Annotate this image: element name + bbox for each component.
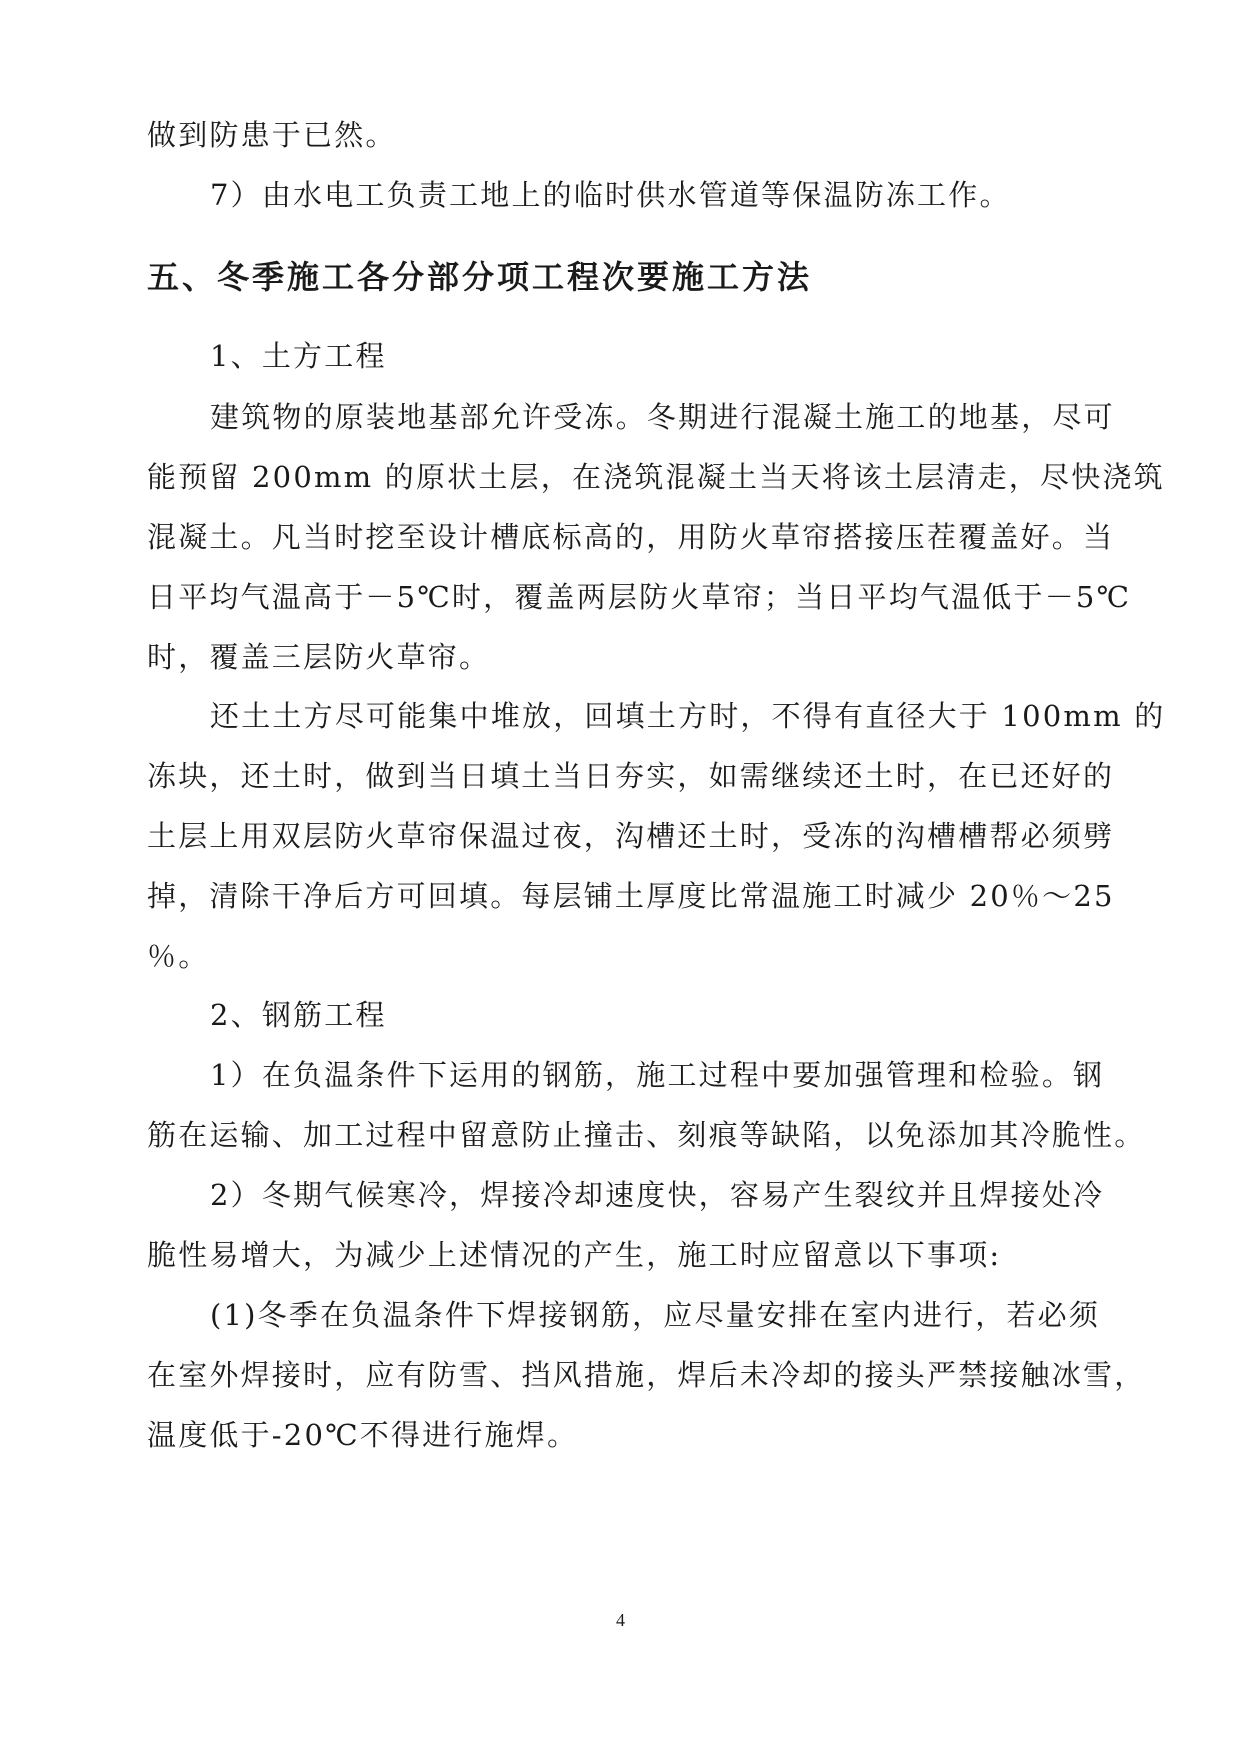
paragraph-line: 混凝土。凡当时挖至设计槽底标高的，用防火草帘搭接压茬覆盖好。当 xyxy=(147,520,1115,554)
paragraph-line: 7）由水电工负责工地上的临时供水管道等保温防冻工作。 xyxy=(210,178,1011,212)
paragraph-line: 冻块，还土时，做到当日填土当日夯实，如需继续还土时，在已还好的 xyxy=(147,759,1115,793)
paragraph-line: 温度低于-20℃不得进行施焊。 xyxy=(147,1418,579,1452)
paragraph-line: ％。 xyxy=(147,939,210,973)
section-heading: 五、冬季施工各分部分项工程次要施工方法 xyxy=(147,258,813,296)
subsection-title: 1、土方工程 xyxy=(210,339,387,373)
paragraph-line: 能预留 200mm 的原状土层，在浇筑混凝土当天将该土层清走，尽快浇筑 xyxy=(147,460,1165,494)
paragraph-line: 2）冬期气候寒冷，焊接冷却速度快，容易产生裂纹并且焊接处冷 xyxy=(210,1178,1105,1212)
page-number: 4 xyxy=(616,1610,625,1630)
paragraph-line: 脆性易增大，为减少上述情况的产生，施工时应留意以下事项: xyxy=(147,1238,1002,1272)
paragraph-line: 1）在负温条件下运用的钢筋，施工过程中要加强管理和检验。钢 xyxy=(210,1058,1105,1092)
paragraph-line: 日平均气温高于－5℃时，覆盖两层防火草帘；当日平均气温低于－5℃ xyxy=(147,580,1132,614)
paragraph-line: 筋在运输、加工过程中留意防止撞击、刻痕等缺陷，以免添加其冷脆性。 xyxy=(147,1118,1146,1152)
paragraph-line: 在室外焊接时，应有防雪、挡风措施，焊后未冷却的接头严禁接触冰雪， xyxy=(147,1358,1146,1392)
paragraph-line: 建筑物的原装地基部允许受冻。冬期进行混凝土施工的地基，尽可 xyxy=(210,400,1115,434)
paragraph-line: 土层上用双层防火草帘保温过夜，沟槽还土时，受冻的沟槽槽帮必须劈 xyxy=(147,819,1115,853)
paragraph-line: (1)冬季在负温条件下焊接钢筋，应尽量安排在室内进行，若必须 xyxy=(210,1298,1101,1332)
paragraph-line: 还土土方尽可能集中堆放，回填土方时，不得有直径大于 100mm 的 xyxy=(210,699,1166,733)
paragraph-line: 时，覆盖三层防火草帘。 xyxy=(147,640,491,674)
paragraph-line: 做到防患于已然。 xyxy=(147,118,397,152)
paragraph-line: 掉，清除干净后方可回填。每层铺土厚度比常温施工时减少 20％～25 xyxy=(147,879,1115,913)
subsection-title: 2、钢筋工程 xyxy=(210,998,387,1032)
